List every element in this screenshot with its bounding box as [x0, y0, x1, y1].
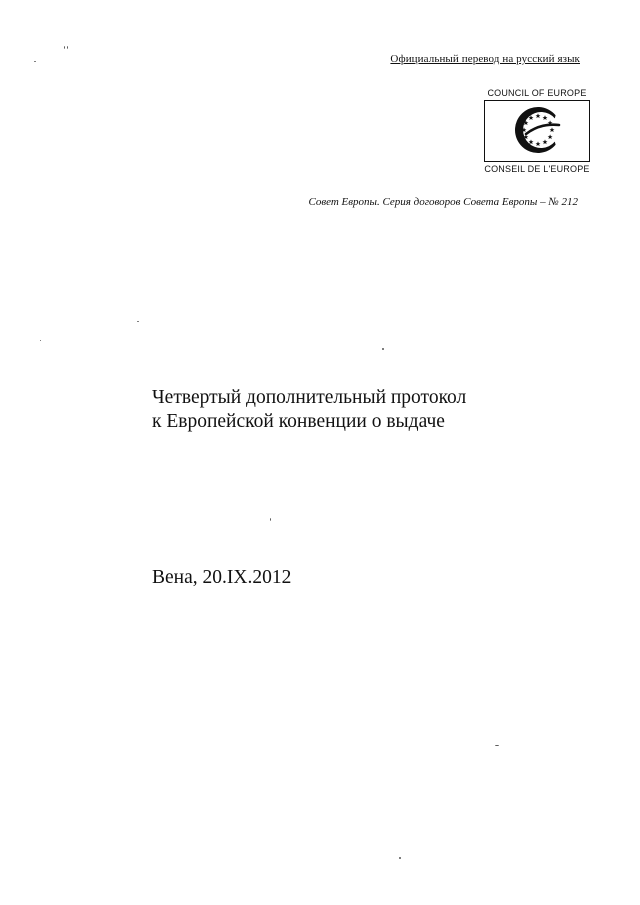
document-title	[152, 386, 466, 434]
emblem-star	[543, 140, 548, 145]
document-title-line-1: Четвертый дополнительный протокол	[152, 387, 467, 408]
scan-speck	[40, 340, 41, 341]
council-of-europe-emblem-icon	[484, 100, 590, 162]
scan-speck	[382, 348, 384, 350]
scan-speck	[67, 46, 68, 49]
logo-top-text: COUNCIL OF EUROPE	[487, 88, 587, 98]
scan-speck	[34, 61, 36, 62]
emblem-star	[550, 127, 555, 132]
scan-speck	[495, 745, 499, 746]
logo-bottom-text: CONSEIL DE L'EUROPE	[484, 164, 590, 174]
scan-speck	[399, 857, 401, 859]
document-title-line-2: к Европейской конвенции о выдаче	[152, 411, 445, 432]
scan-speck	[270, 518, 271, 521]
official-translation-note: Официальный перевод на русский язык	[390, 53, 580, 65]
emblem-crescent	[515, 107, 556, 153]
treaty-series-line: Совет Европы. Серия договоров Совета Европы – № 212	[308, 196, 578, 208]
place-and-date: Вена, 20.IX.2012	[152, 567, 292, 588]
emblem-star	[536, 141, 541, 146]
emblem-star	[548, 134, 553, 139]
scan-speck	[64, 46, 65, 49]
emblem-star	[536, 113, 541, 118]
scan-speck	[137, 321, 139, 322]
emblem-star	[543, 115, 548, 120]
emblem-star	[529, 140, 534, 145]
